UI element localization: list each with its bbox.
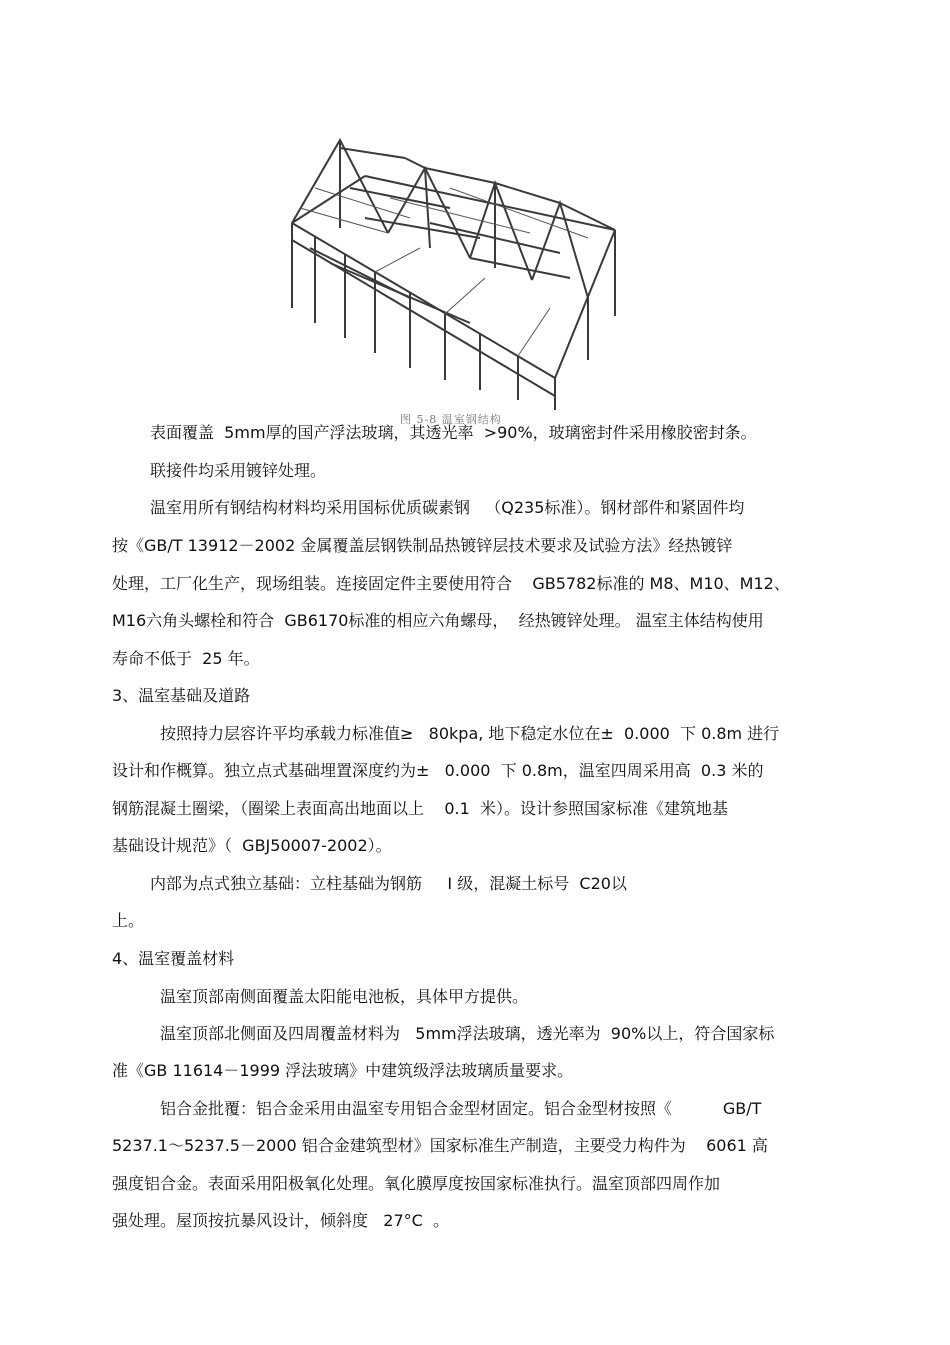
paragraph-line: 铝合金批覆：铝合金采用由温室专用铝合金型材固定。铝合金型材按照《 GB/T — [160, 1099, 762, 1118]
greenhouse-steel-structure-figure — [270, 128, 640, 428]
paragraph-line: 处理，工厂化生产，现场组装。连接固定件主要使用符合 GB5782标准的 M8、M10、M12、 — [112, 574, 790, 593]
paragraph-line: 5237.1～5237.5－2000 铝合金建筑型材》国家标准生产制造，主要受力构件为 6061 高 — [112, 1136, 768, 1155]
paragraph-line: 按《GB/T 13912－2002 金属覆盖层钢铁制品热镀锌层技术要求及试验方法》经热镀锌 — [112, 536, 733, 555]
paragraph-line: 强度铝合金。表面采用阳极氧化处理。氧化膜厚度按国家标准执行。温室顶部四周作加 — [112, 1174, 721, 1193]
paragraph-line: 钢筋混凝土圈梁，（圈梁上表面高出地面以上 0.1 米）。设计参照国家标准《建筑地基 — [112, 799, 728, 818]
steel-frame-drawing — [270, 128, 640, 428]
paragraph-line: 设计和作概算。独立点式基础埋置深度约为± 0.000 下 0.8m，温室四周采用高 0.3 米的 — [112, 761, 764, 780]
paragraph-line: 表面覆盖 5mm厚的国产浮法玻璃，其透光率 >90%，玻璃密封件采用橡胶密封条。 — [150, 423, 757, 442]
paragraph-line: 上。 — [112, 911, 145, 930]
paragraph-line: 寿命不低于 25 年。 — [112, 649, 260, 668]
paragraph-line: 准《GB 11614－1999 浮法玻璃》中建筑级浮法玻璃质量要求。 — [112, 1061, 574, 1080]
section-heading: 3、温室基础及道路 — [112, 686, 251, 705]
paragraph-line: 内部为点式独立基础：立柱基础为钢筋 Ⅰ 级，混凝土标号 C20以 — [150, 874, 627, 893]
paragraph-line: 温室顶部北侧面及四周覆盖材料为 5mm浮法玻璃，透光率为 90%以上，符合国家标 — [160, 1024, 775, 1043]
paragraph-line: M16六角头螺栓和符合 GB6170标准的相应六角螺母， 经热镀锌处理。 温室主体结构使用 — [112, 611, 764, 630]
paragraph-line: 温室顶部南侧面覆盖太阳能电池板，具体甲方提供。 — [160, 987, 529, 1006]
figure-caption: 图 5-8 温室钢结构 — [400, 413, 502, 426]
paragraph-line: 联接件均采用镀锌处理。 — [150, 461, 327, 480]
paragraph-line: 基础设计规范》（ GBJ50007-2002）。 — [112, 836, 392, 855]
paragraph-line: 按照持力层容许平均承载力标准值≥ 80kpa, 地下稳定水位在± 0.000 下 0.8m 进行 — [160, 724, 780, 743]
paragraph-line: 强处理。屋顶按抗暴风设计，倾斜度 27°C 。 — [112, 1211, 449, 1230]
section-heading: 4、温室覆盖材料 — [112, 949, 235, 968]
paragraph-line: 温室用所有钢结构材料均采用国标优质碳素钢 （Q235标准）。钢材部件和紧固件均 — [150, 498, 745, 517]
